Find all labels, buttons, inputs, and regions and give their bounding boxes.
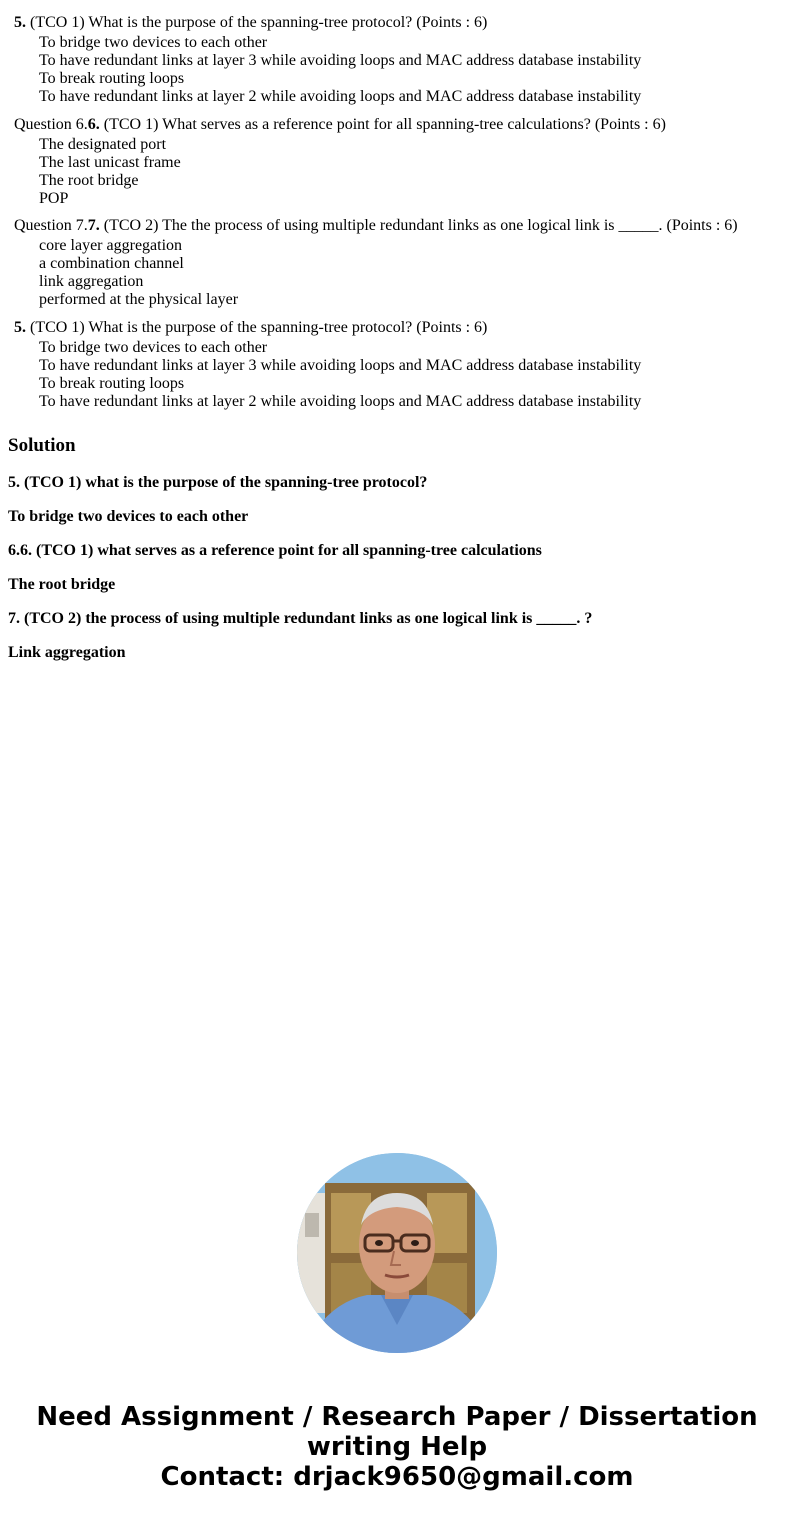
question-block xyxy=(14,12,641,106)
option: To have redundant links at layer 2 while avoiding loops and MAC address database instability xyxy=(39,88,642,105)
promo-contact: Contact: drjack9650@gmail.com xyxy=(160,1462,634,1492)
question-number: 5. xyxy=(14,14,26,31)
question-number: 7. xyxy=(87,217,100,234)
option: core layer aggregation xyxy=(39,237,183,254)
solution-line: 6.6. (TCO 1) what serves as a reference point for all spanning-tree calculations xyxy=(8,542,542,559)
option: The root bridge xyxy=(39,172,139,189)
question-number: 6. xyxy=(87,116,100,133)
question-text: (TCO 1) What serves as a reference point for all spanning-tree calculations? (Points : 6) xyxy=(99,116,666,133)
question-prefix: Question 7. xyxy=(14,217,88,234)
question-text: (TCO 1) What is the purpose of the spanning-tree protocol? (Points : 6) xyxy=(26,14,488,31)
avatar-portrait-icon xyxy=(297,1153,497,1353)
question-block xyxy=(14,114,666,208)
question-line xyxy=(14,114,666,136)
options-list xyxy=(39,237,738,309)
option: a combination channel xyxy=(39,255,184,272)
option: To bridge two devices to each other xyxy=(39,34,268,51)
promo-line: Need Assignment / Research Paper / Dissertation xyxy=(36,1402,758,1432)
promo-line: writing Help xyxy=(306,1432,488,1462)
option: To have redundant links at layer 2 while avoiding loops and MAC address database instability xyxy=(39,393,642,410)
question-prefix: Question 6. xyxy=(14,116,88,133)
question-block xyxy=(14,215,738,309)
avatar xyxy=(297,1153,497,1353)
solution-line: To bridge two devices to each other xyxy=(8,508,249,525)
option: To have redundant links at layer 3 while avoiding loops and MAC address database instability xyxy=(39,52,642,69)
option: POP xyxy=(39,190,69,207)
option: To bridge two devices to each other xyxy=(39,339,268,356)
question-block xyxy=(14,317,641,411)
solution-heading: Solution xyxy=(8,435,76,456)
solution-line: The root bridge xyxy=(8,576,116,593)
question-line xyxy=(14,12,641,34)
options-list xyxy=(39,339,641,411)
question-number: 5. xyxy=(14,319,26,336)
question-line xyxy=(14,215,738,237)
option: The designated port xyxy=(39,136,167,153)
option: performed at the physical layer xyxy=(39,291,239,308)
solution-line: 5. (TCO 1) what is the purpose of the spanning-tree protocol? xyxy=(8,474,428,491)
solution-line: 7. (TCO 2) the process of using multiple redundant links as one logical link is _____. ? xyxy=(8,610,593,627)
promo-banner xyxy=(0,1402,794,1492)
options-list xyxy=(39,34,641,106)
option: To have redundant links at layer 3 while avoiding loops and MAC address database instability xyxy=(39,357,642,374)
option: To break routing loops xyxy=(39,70,185,87)
question-line xyxy=(14,317,641,339)
option: The last unicast frame xyxy=(39,154,181,171)
option: To break routing loops xyxy=(39,375,185,392)
options-list xyxy=(39,136,666,208)
option: link aggregation xyxy=(39,273,144,290)
question-text: (TCO 1) What is the purpose of the spanning-tree protocol? (Points : 6) xyxy=(26,319,488,336)
solution-line: Link aggregation xyxy=(8,644,126,661)
question-text: (TCO 2) The the process of using multiple redundant links as one logical link is _____. (Points : 6) xyxy=(99,217,738,234)
